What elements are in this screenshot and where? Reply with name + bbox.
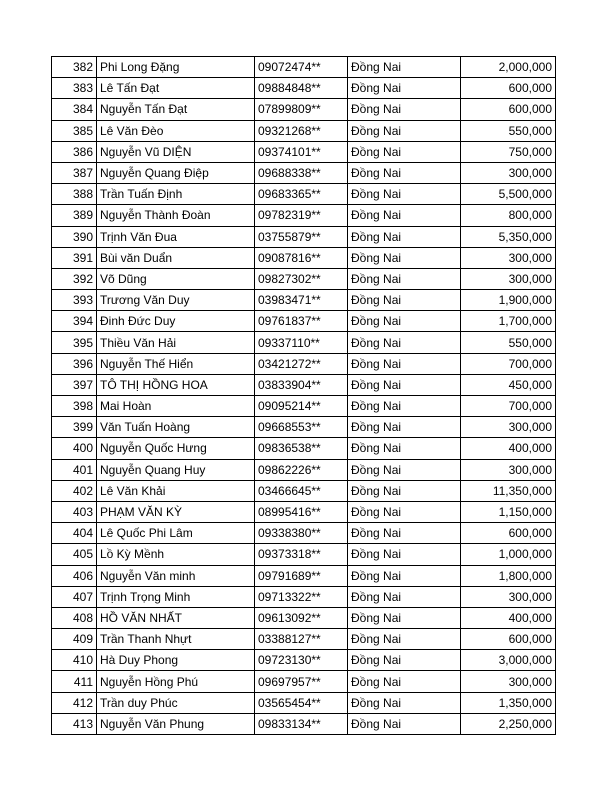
row-number-cell: 387	[52, 162, 97, 183]
table-row	[52, 268, 556, 289]
name-cell: Võ Dũng	[97, 268, 255, 289]
province-cell: Đồng Nai	[348, 353, 461, 374]
amount-cell: 2,250,000	[461, 713, 556, 734]
phone-cell: 09836538**	[255, 438, 348, 459]
row-number-cell: 408	[52, 607, 97, 628]
name-cell: Nguyễn Quang Điệp	[97, 162, 255, 183]
row-number-cell: 385	[52, 120, 97, 141]
phone-cell: 08995416**	[255, 501, 348, 522]
row-number-cell: 399	[52, 417, 97, 438]
province-cell: Đồng Nai	[348, 438, 461, 459]
province-cell: Đồng Nai	[348, 501, 461, 522]
name-cell: Nguyễn Vũ DIỆN	[97, 141, 255, 162]
amount-cell: 1,900,000	[461, 290, 556, 311]
province-cell: Đồng Nai	[348, 226, 461, 247]
phone-cell: 09668553**	[255, 417, 348, 438]
name-cell: HỒ VĂN NHẤT	[97, 607, 255, 628]
province-cell: Đồng Nai	[348, 120, 461, 141]
province-cell: Đồng Nai	[348, 586, 461, 607]
amount-cell: 11,350,000	[461, 480, 556, 501]
table-row	[52, 311, 556, 332]
province-cell: Đồng Nai	[348, 544, 461, 565]
phone-cell: 07899809**	[255, 99, 348, 120]
name-cell: TÔ THỊ HỒNG HOA	[97, 374, 255, 395]
amount-cell: 5,500,000	[461, 184, 556, 205]
phone-cell: 09072474**	[255, 57, 348, 78]
amount-cell: 1,000,000	[461, 544, 556, 565]
table-row	[52, 374, 556, 395]
phone-cell: 09791689**	[255, 565, 348, 586]
row-number-cell: 407	[52, 586, 97, 607]
province-cell: Đồng Nai	[348, 692, 461, 713]
phone-cell: 03421272**	[255, 353, 348, 374]
phone-cell: 09697957**	[255, 671, 348, 692]
province-cell: Đồng Nai	[348, 141, 461, 162]
phone-cell: 09373318**	[255, 544, 348, 565]
province-cell: Đồng Nai	[348, 671, 461, 692]
table-row	[52, 629, 556, 650]
row-number-cell: 403	[52, 501, 97, 522]
name-cell: Bùi văn Duẩn	[97, 247, 255, 268]
amount-cell: 400,000	[461, 438, 556, 459]
phone-cell: 09862226**	[255, 459, 348, 480]
row-number-cell: 400	[52, 438, 97, 459]
province-cell: Đồng Nai	[348, 184, 461, 205]
table-row	[52, 417, 556, 438]
amount-cell: 2,000,000	[461, 57, 556, 78]
province-cell: Đồng Nai	[348, 268, 461, 289]
row-number-cell: 397	[52, 374, 97, 395]
province-cell: Đồng Nai	[348, 332, 461, 353]
amount-cell: 550,000	[461, 332, 556, 353]
province-cell: Đồng Nai	[348, 607, 461, 628]
phone-cell: 09087816**	[255, 247, 348, 268]
row-number-cell: 413	[52, 713, 97, 734]
phone-cell: 09884848**	[255, 78, 348, 99]
name-cell: Trần Tuấn Định	[97, 184, 255, 205]
table-row	[52, 607, 556, 628]
table-row	[52, 713, 556, 734]
phone-cell: 09095214**	[255, 396, 348, 417]
amount-cell: 800,000	[461, 205, 556, 226]
name-cell: Nguyễn Văn Phung	[97, 713, 255, 734]
province-cell: Đồng Nai	[348, 629, 461, 650]
phone-cell: 09374101**	[255, 141, 348, 162]
amount-cell: 550,000	[461, 120, 556, 141]
row-number-cell: 384	[52, 99, 97, 120]
row-number-cell: 404	[52, 523, 97, 544]
amount-cell: 450,000	[461, 374, 556, 395]
row-number-cell: 411	[52, 671, 97, 692]
table-row	[52, 692, 556, 713]
name-cell: Lồ Kỳ Mềnh	[97, 544, 255, 565]
name-cell: Trần duy Phúc	[97, 692, 255, 713]
row-number-cell: 412	[52, 692, 97, 713]
name-cell: Đinh Đức Duy	[97, 311, 255, 332]
phone-cell: 09827302**	[255, 268, 348, 289]
phone-cell: 09782319**	[255, 205, 348, 226]
province-cell: Đồng Nai	[348, 650, 461, 671]
amount-cell: 300,000	[461, 417, 556, 438]
province-cell: Đồng Nai	[348, 205, 461, 226]
amount-cell: 3,000,000	[461, 650, 556, 671]
phone-cell: 03565454**	[255, 692, 348, 713]
province-cell: Đồng Nai	[348, 311, 461, 332]
amount-cell: 400,000	[461, 607, 556, 628]
row-number-cell: 410	[52, 650, 97, 671]
table-row	[52, 120, 556, 141]
table-row	[52, 99, 556, 120]
row-number-cell: 393	[52, 290, 97, 311]
amount-cell: 600,000	[461, 523, 556, 544]
amount-cell: 300,000	[461, 268, 556, 289]
row-number-cell: 395	[52, 332, 97, 353]
name-cell: Lê Văn Đèo	[97, 120, 255, 141]
province-cell: Đồng Nai	[348, 162, 461, 183]
row-number-cell: 398	[52, 396, 97, 417]
province-cell: Đồng Nai	[348, 565, 461, 586]
province-cell: Đồng Nai	[348, 713, 461, 734]
amount-cell: 600,000	[461, 99, 556, 120]
name-cell: Lê Quốc Phi Lâm	[97, 523, 255, 544]
province-cell: Đồng Nai	[348, 480, 461, 501]
province-cell: Đồng Nai	[348, 396, 461, 417]
phone-cell: 03983471**	[255, 290, 348, 311]
table-row	[52, 459, 556, 480]
province-cell: Đồng Nai	[348, 417, 461, 438]
row-number-cell: 389	[52, 205, 97, 226]
table-row	[52, 162, 556, 183]
amount-cell: 1,800,000	[461, 565, 556, 586]
phone-cell: 09723130**	[255, 650, 348, 671]
row-number-cell: 392	[52, 268, 97, 289]
table-row	[52, 226, 556, 247]
table-row	[52, 565, 556, 586]
name-cell: Thiều Văn Hải	[97, 332, 255, 353]
amount-cell: 1,700,000	[461, 311, 556, 332]
name-cell: Nguyễn Thành Đoàn	[97, 205, 255, 226]
amount-cell: 1,350,000	[461, 692, 556, 713]
row-number-cell: 396	[52, 353, 97, 374]
name-cell: Lê Tấn Đạt	[97, 78, 255, 99]
province-cell: Đồng Nai	[348, 459, 461, 480]
amount-cell: 700,000	[461, 396, 556, 417]
amount-cell: 1,150,000	[461, 501, 556, 522]
phone-cell: 03755879**	[255, 226, 348, 247]
amount-cell: 5,350,000	[461, 226, 556, 247]
table-row	[52, 57, 556, 78]
province-cell: Đồng Nai	[348, 290, 461, 311]
row-number-cell: 406	[52, 565, 97, 586]
phone-cell: 09338380**	[255, 523, 348, 544]
table-row	[52, 480, 556, 501]
table-body	[52, 57, 556, 735]
phone-cell: 09688338**	[255, 162, 348, 183]
amount-cell: 300,000	[461, 247, 556, 268]
amount-cell: 750,000	[461, 141, 556, 162]
name-cell: PHẠM VĂN KỲ	[97, 501, 255, 522]
name-cell: Trịnh Văn Đua	[97, 226, 255, 247]
phone-cell: 09833134**	[255, 713, 348, 734]
name-cell: Nguyễn Thế Hiển	[97, 353, 255, 374]
table-row	[52, 78, 556, 99]
name-cell: Nguyễn Tấn Đạt	[97, 99, 255, 120]
name-cell: Trịnh Trọng Minh	[97, 586, 255, 607]
table-row	[52, 671, 556, 692]
table-row	[52, 332, 556, 353]
table-row	[52, 650, 556, 671]
name-cell: Mai Hoàn	[97, 396, 255, 417]
province-cell: Đồng Nai	[348, 99, 461, 120]
table-row	[52, 290, 556, 311]
table-row	[52, 247, 556, 268]
row-number-cell: 405	[52, 544, 97, 565]
amount-cell: 300,000	[461, 586, 556, 607]
name-cell: Nguyễn Văn minh	[97, 565, 255, 586]
table-row	[52, 353, 556, 374]
table-row	[52, 586, 556, 607]
row-number-cell: 409	[52, 629, 97, 650]
amount-cell: 300,000	[461, 459, 556, 480]
table-row	[52, 523, 556, 544]
name-cell: Trương Văn Duy	[97, 290, 255, 311]
row-number-cell: 390	[52, 226, 97, 247]
table-row	[52, 438, 556, 459]
province-cell: Đồng Nai	[348, 374, 461, 395]
table-row	[52, 396, 556, 417]
table-row	[52, 205, 556, 226]
name-cell: Nguyễn Quang Huy	[97, 459, 255, 480]
name-cell: Phi Long Đặng	[97, 57, 255, 78]
row-number-cell: 402	[52, 480, 97, 501]
amount-cell: 700,000	[461, 353, 556, 374]
name-cell: Nguyễn Hồng Phú	[97, 671, 255, 692]
row-number-cell: 391	[52, 247, 97, 268]
phone-cell: 09321268**	[255, 120, 348, 141]
row-number-cell: 382	[52, 57, 97, 78]
province-cell: Đồng Nai	[348, 247, 461, 268]
name-cell: Nguyễn Quốc Hưng	[97, 438, 255, 459]
table-row	[52, 501, 556, 522]
table-row	[52, 544, 556, 565]
phone-cell: 09713322**	[255, 586, 348, 607]
amount-cell: 600,000	[461, 629, 556, 650]
phone-cell: 09683365**	[255, 184, 348, 205]
name-cell: Trần Thanh Nhựt	[97, 629, 255, 650]
phone-cell: 03466645**	[255, 480, 348, 501]
name-cell: Hà Duy Phong	[97, 650, 255, 671]
name-cell: Văn Tuấn Hoàng	[97, 417, 255, 438]
phone-cell: 09337110**	[255, 332, 348, 353]
phone-cell: 03388127**	[255, 629, 348, 650]
table-row	[52, 184, 556, 205]
row-number-cell: 401	[52, 459, 97, 480]
row-number-cell: 383	[52, 78, 97, 99]
row-number-cell: 394	[52, 311, 97, 332]
amount-cell: 600,000	[461, 78, 556, 99]
name-cell: Lê Văn Khải	[97, 480, 255, 501]
province-cell: Đồng Nai	[348, 78, 461, 99]
province-cell: Đồng Nai	[348, 57, 461, 78]
province-cell: Đồng Nai	[348, 523, 461, 544]
table-row	[52, 141, 556, 162]
phone-cell: 09613092**	[255, 607, 348, 628]
phone-cell: 03833904**	[255, 374, 348, 395]
phone-cell: 09761837**	[255, 311, 348, 332]
amount-cell: 300,000	[461, 162, 556, 183]
amount-cell: 300,000	[461, 671, 556, 692]
row-number-cell: 386	[52, 141, 97, 162]
row-number-cell: 388	[52, 184, 97, 205]
donation-table	[51, 56, 556, 735]
